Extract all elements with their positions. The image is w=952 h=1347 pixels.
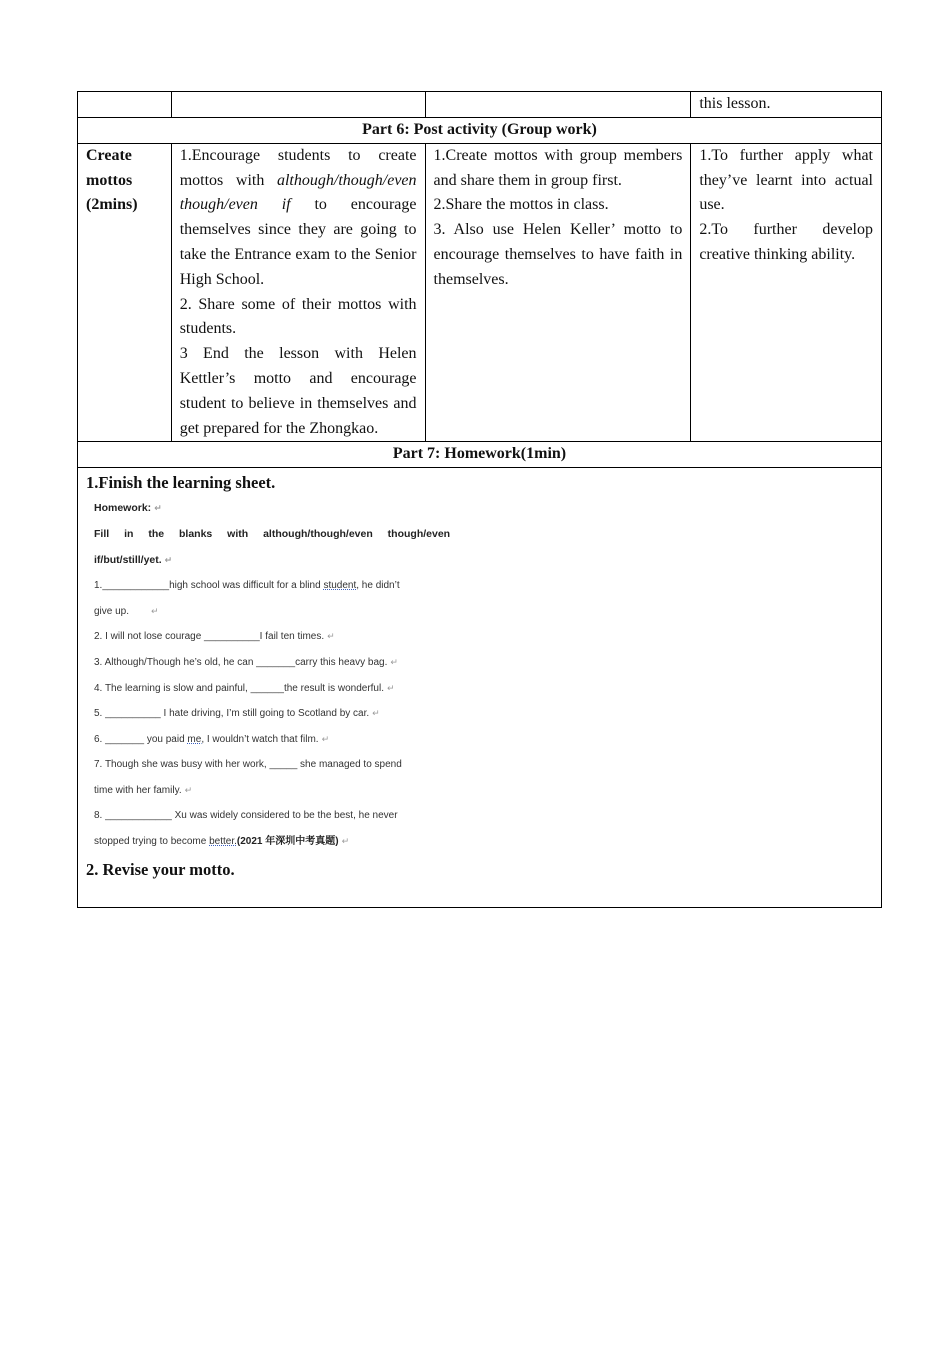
return-mark-icon: ↵: [387, 682, 395, 693]
question-8-cont: stopped trying to become better.(2021 年深圳中考真题) ↵: [94, 836, 350, 848]
step-duration: (2mins): [86, 196, 138, 214]
step-title-cell: [78, 143, 172, 442]
student-activity-cell: [425, 143, 691, 442]
question-2: 2. I will not lose courage __________I fail ten times. ↵: [94, 631, 335, 643]
part7-heading: Part 7: Homework(1min): [78, 442, 882, 468]
question-3: 3. Although/Though he’s old, he can _______carry this heavy bag. ↵: [94, 656, 398, 668]
question-5: 5. __________ I hate driving, I’m still going to Scotland by car. ↵: [94, 708, 380, 720]
question-1: 1.____________high school was difficult for a blind student, he didn’t: [94, 580, 400, 592]
sheet-instruction-cont: if/but/still/yet. ↵: [94, 553, 173, 566]
homework-task-2: 2. Revise your motto.: [86, 859, 235, 879]
step-title-line: Create: [86, 146, 132, 164]
teacher-item-1: 1.Encourage students to create mottos with although/though/even though/even if to encourage themselves since they are going to take the Entrance exam to the Senior High School.: [179, 146, 417, 288]
part7-content-row: [78, 468, 882, 907]
homework-cell: [78, 468, 882, 907]
sheet-title: Homework: ↵: [94, 502, 162, 515]
return-mark-icon: ↵: [372, 708, 380, 719]
source-note: (2021 年深圳中考真题): [236, 836, 339, 848]
question-6: 6. _______ you paid me, I wouldn’t watch that film. ↵: [94, 733, 330, 745]
question-4: 4. The learning is slow and painful, ______the result is wonderful. ↵: [94, 682, 395, 694]
purpose-cell: [691, 143, 882, 442]
question-8: 8. ____________ Xu was widely considered to be the best, he never: [94, 810, 398, 822]
return-mark-icon: ↵: [164, 554, 173, 565]
continued-row: [78, 92, 882, 118]
question-7: 7. Though she was busy with her work, _____ she managed to spend: [94, 759, 402, 771]
learning-sheet: [86, 496, 873, 854]
student-item-1: 1.Create mottos with group members and share them in group first.: [433, 146, 683, 189]
part7-header-row: [78, 442, 882, 468]
part6-heading: Part 6: Post activity (Group work): [78, 117, 882, 143]
return-mark-icon: ↵: [151, 605, 159, 616]
lesson-plan-table: [77, 91, 882, 908]
question-7-cont: time with her family. ↵: [94, 784, 193, 796]
teacher-item-2: 2. Share some of their mottos with students.: [179, 295, 417, 338]
question-1-cont: give up. ↵: [94, 605, 159, 617]
conjunction-list: although/though/even though/even if: [179, 171, 417, 214]
step-title-line: mottos: [86, 171, 133, 189]
part6-header-row: [78, 117, 882, 143]
teacher-item-3: 3 End the lesson with Helen Kettler’s motto and encourage student to believe in themselves and get prepared for the Zhongkao.: [179, 345, 417, 437]
part6-content-row: [78, 143, 882, 442]
purpose-item-1: 1.To further apply what they’ve learnt into actual use.: [699, 146, 873, 214]
return-mark-icon: ↵: [184, 784, 193, 795]
return-mark-icon: ↵: [154, 503, 162, 514]
teacher-activity-cell: [171, 143, 425, 442]
return-mark-icon: ↵: [341, 836, 350, 847]
homework-task-1: 1.Finish the learning sheet.: [86, 473, 276, 493]
sheet-instruction: Fill in the blanks with although/though/even though/even: [94, 527, 451, 540]
purpose-item-2: 2.To further develop creative thinking ability.: [699, 221, 873, 263]
return-mark-icon: ↵: [327, 631, 335, 642]
return-mark-icon: ↵: [390, 656, 398, 667]
student-item-3: 3. Also use Helen Keller’ motto to encourage themselves to have faith in themselves.: [433, 221, 683, 288]
continued-purpose-cell: this lesson.: [691, 92, 882, 118]
return-mark-icon: ↵: [321, 733, 330, 744]
lesson-plan-page: [77, 91, 882, 908]
student-item-2: 2.Share the mottos in class.: [433, 196, 609, 214]
